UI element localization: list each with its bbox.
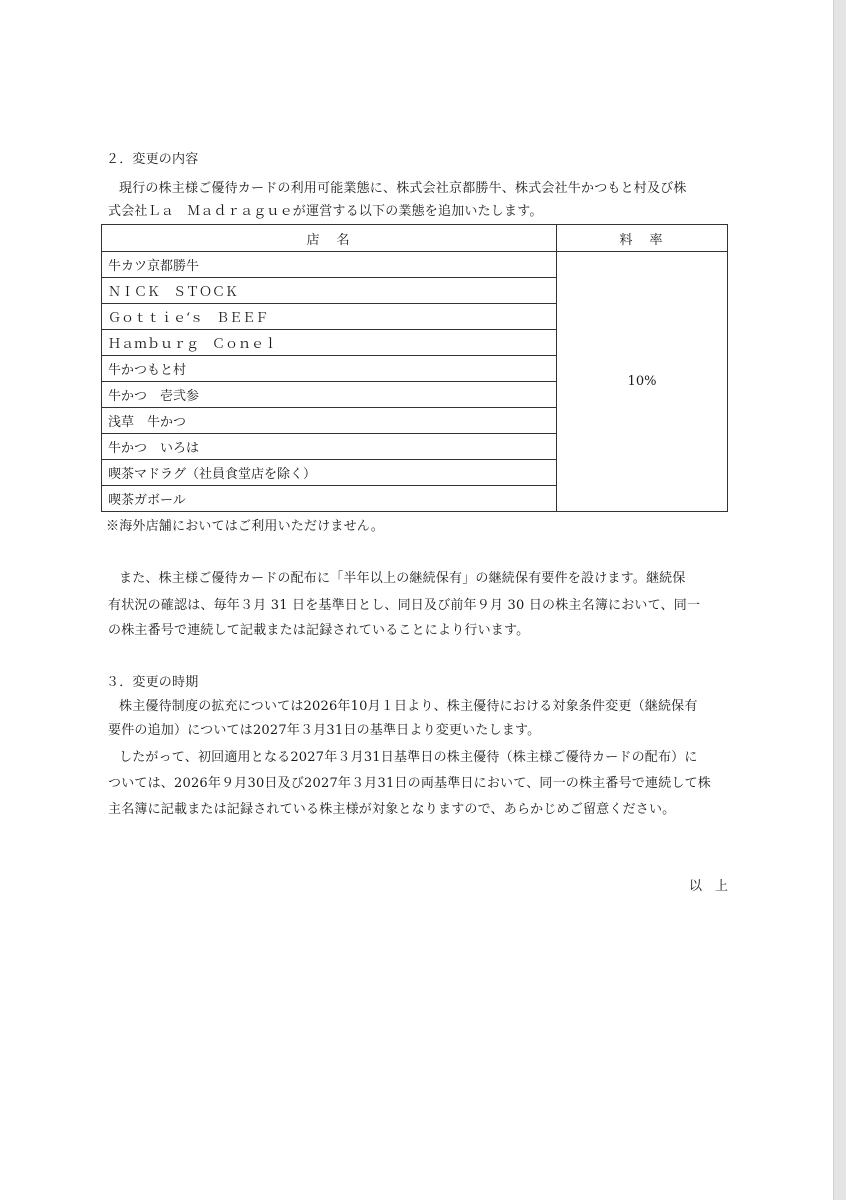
shop-table-header-row	[102, 225, 728, 252]
shop-name-cell: 喫茶ガボール	[102, 486, 557, 512]
section3-para2-line3: 主名簿に記載または記録されている株主様が対象となりますので、あらかじめご留意ください。	[108, 802, 676, 817]
header-rate: 料 率	[557, 225, 728, 252]
header-shop-name: 店 名	[102, 225, 557, 252]
shop-name-cell: ＮＩＣＫ ＳＴＯＣＫ	[102, 278, 557, 304]
shop-name-cell: 牛かつ いろは	[102, 434, 557, 460]
section3-para2-line2: ついては、2026年９月30日及び2027年３月31日の両基準日において、同一の株主番号で連続して株	[108, 776, 711, 791]
section2-para2-line2: 有状況の確認は、毎年３月 31 日を基準日とし、同日及び前年９月 30 日の株主名簿において、同一	[108, 598, 701, 613]
shop-name-cell: 牛カツ京都勝牛	[102, 252, 557, 278]
page-edge-shadow	[833, 0, 846, 1200]
overseas-note: ※海外店舗においてはご利用いただけません。	[106, 519, 384, 534]
shop-name-cell: 牛かつもと村	[102, 356, 557, 382]
section2-para2-line1: また、株主様ご優待カードの配布に「半年以上の継続保有」の継続保有要件を設けます。継続保	[119, 571, 686, 586]
section2-para2-line3: の株主番号で連続して記載または記録されていることにより行います。	[108, 623, 530, 638]
shop-name-cell: 喫茶マドラグ（社員食堂店を除く）	[102, 460, 557, 486]
table-row	[102, 252, 728, 278]
closing-mark: 以 上	[689, 879, 729, 894]
shop-name-cell: 浅草 牛かつ	[102, 408, 557, 434]
shop-name-cell: 牛かつ 壱弐参	[102, 382, 557, 408]
section3-para1-line1: 株主優待制度の拡充については2026年10月１日より、株主優待における対象条件変更（継続保有	[119, 699, 698, 714]
rate-cell: 10%	[557, 252, 728, 512]
section2-heading: ２．変更の内容	[106, 152, 199, 167]
shop-table	[101, 224, 728, 512]
section3-para2-line1: したがって、初回適用となる2027年３月31日基準日の株主優待（株主様ご優待カードの配布）に	[119, 750, 698, 765]
section2-intro-line1: 現行の株主様ご優待カードの利用可能業態に、株式会社京都勝牛、株式会社牛かつもと村及び株	[119, 181, 687, 196]
section3-heading: ３．変更の時期	[106, 675, 199, 690]
section2-intro-line2: 式会社Ｌａ Ｍａｄｒａｇｕｅが運営する以下の業態を追加いたします。	[108, 204, 543, 219]
shop-name-cell: Ｇｏｔｔｉｅ‘ｓ ＢＥＥＦ	[102, 304, 557, 330]
shop-name-cell: Ｈａｍｂｕｒｇ Ｃｏｎｅｌ	[102, 330, 557, 356]
section3-para1-line2: 要件の追加）については2027年３月31日の基準日より変更いたします。	[108, 723, 541, 738]
